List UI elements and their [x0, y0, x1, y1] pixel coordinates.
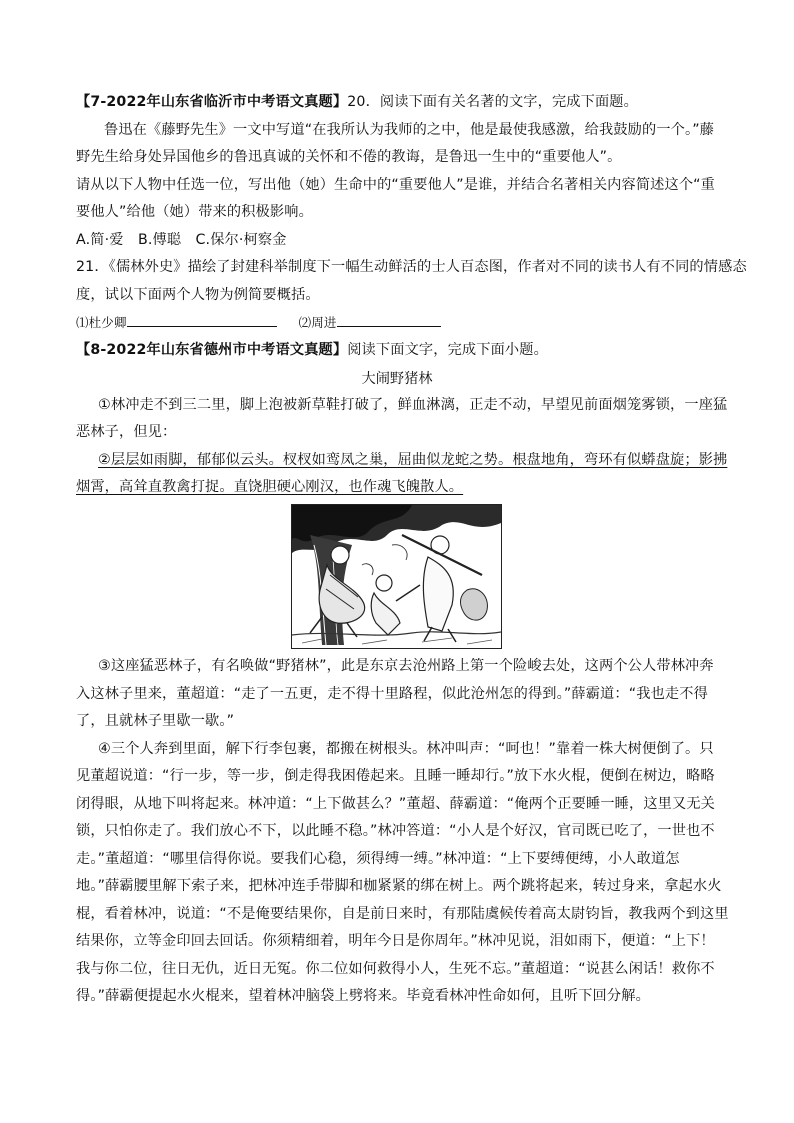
source-tag: 【8-2022年山东省德州市中考语文真题】 [76, 342, 348, 358]
question-8-intro: 阅读下面文字，完成下面小题。 [347, 342, 548, 358]
passage-line: 棍，看着林冲，说道：“不是俺要结果你，自是前日来时，有那陆虞候传着高太尉钧旨，教我两个到这里 [76, 906, 729, 922]
question-8-header [76, 339, 548, 361]
passage-line: 结果你，立等金印回去回话。你须精细着，明年今日是你周年。”林冲见说，泪如雨下，便道：“上下！ [76, 933, 715, 949]
paragraph-text: 鲁迅在《藤野先生》一文中写道“在我所认为我师的之中，他是最使我感激，给我鼓励的一个。”藤 [104, 122, 715, 138]
passage-line: 见董超说道：“行一步，等一步，倒走得我困倦起来。且睡一睡却行。”放下水火棍，便倒在树边，略略 [76, 768, 715, 784]
passage-line: 闭得眼，从地下叫将起来。林冲道：“上下做甚么？”董超、薛霸道：“俺两个正要睡一睡，这里又无关 [76, 796, 716, 812]
blank-label-2: ⑵周进 [298, 315, 337, 330]
fill-blank-row [76, 312, 441, 334]
passage-line: 得。”薛霸便提起水火棍来，望着林冲脑袋上劈将来。毕竟看林冲性命如何，且听下回分解。 [76, 988, 650, 1004]
passage-line: 地。”薛霸腰里解下索子来，把林冲连手带脚和枷紧紧的绑在树上。两个跳将起来，转过身来，拿起水火 [76, 878, 722, 894]
question-20-intro: 20．阅读下面有关名著的文字，完成下面题。 [347, 94, 638, 110]
question-21: 21．《儒林外史》描绘了封建科举制度下一幅生动鲜活的士人百态图，作者对不同的读书人有不同的情感态 [76, 259, 747, 275]
blank-label-1: ⑴杜少卿 [76, 315, 127, 330]
question-21-cont: 度，试以下面两个人物为例简要概括。 [76, 287, 320, 303]
passage-line: 锁，只怕你走了。我们放心不下，以此睡不稳。”林冲答道：“小人是个好汉，官司既已吃了，一世也不 [76, 823, 715, 839]
passage-line: 入这林子里来，董超道：“走了一五更，走不得十里路程，似此沧州怎的得到。”薛霸道：“我也走不得 [76, 686, 708, 702]
answer-blank-1[interactable] [127, 312, 277, 327]
passage-line: 了，且就林子里歇一歇。” [76, 713, 235, 729]
question-7-header [76, 91, 638, 113]
answer-options: A.简·爱 B.傅聪 C.保尔·柯察金 [76, 232, 287, 248]
passage-line-underlined: 烟霄，高耸直教禽打捉。直饶胆硬心刚汉，也作魂飞魄散人。 [76, 479, 464, 495]
paragraph-text: 野先生给身处异国他乡的鲁迅真诚的关怀和不倦的教诲，是鲁迅一生中的“重要他人”。 [76, 149, 622, 165]
passage-line: ③这座猛恶林子，有名唤做“野猪林”，此是东京去沧州路上第一个险峻去处，这两个公人带林冲奔 [98, 658, 714, 674]
passage-line-underlined: ②层层如雨脚，郁郁似云头。杈杈如鸾凤之巢，屈曲似龙蛇之势。根盘地角，弯环有似蟒盘旋；影拂 [98, 452, 728, 468]
paragraph-text: 要他人”给他（她）带来的积极影响。 [76, 204, 313, 220]
passage-line: ④三个人奔到里面，解下行李包裹，都搬在树根头。林冲叫声：“呵也！”靠着一株大树便倒了。只 [98, 741, 714, 757]
source-tag: 【7-2022年山东省临沂市中考语文真题】 [76, 94, 348, 110]
passage-line: 我与你二位，往日无仇，近日无冤。你二位如何救得小人，生死不忘。”董超道：“说甚么闲话！救你不 [76, 961, 715, 977]
paragraph-text: 请从以下人物中任选一位，写出他（她）生命中的“重要他人”是谁，并结合名著相关内容简述这个“重 [76, 177, 716, 193]
passage-line: ①林冲走不到三二里，脚上泡被新草鞋打破了，鲜血淋漓，正走不动，早望见前面烟笼雾锁，一座猛 [98, 397, 728, 413]
answer-blank-2[interactable] [337, 312, 441, 327]
illustration-image [291, 504, 502, 649]
passage-line: 走。”董超道：“哪里信得你说。要我们心稳，须得缚一缚。”林冲道：“上下要缚便缚，小人敢道怎 [76, 851, 680, 867]
passage-line: 恶林子，但见： [76, 424, 177, 440]
passage-title: 大闹野猪林 [361, 371, 433, 387]
